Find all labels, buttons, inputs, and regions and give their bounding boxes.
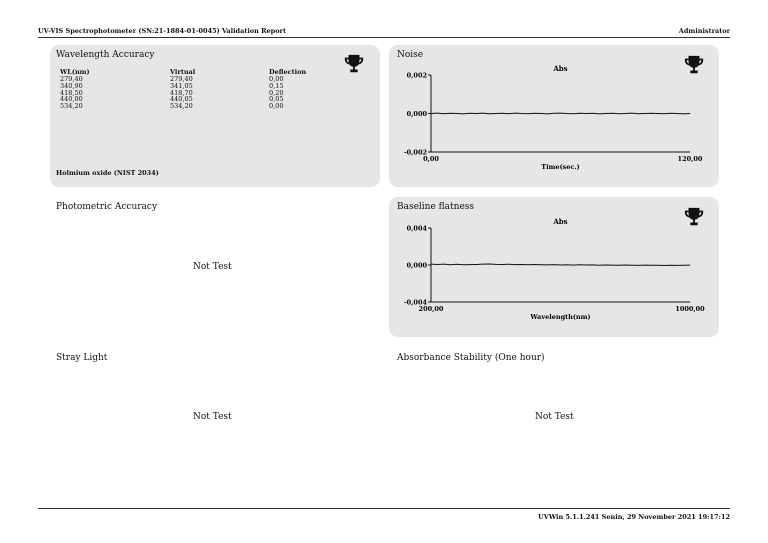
baseline-x-tick-label: 200,00 — [418, 305, 444, 313]
noise-title: Noise — [397, 50, 424, 60]
baseline-flatness-title: Baseline flatness — [397, 202, 475, 212]
cell-deflection: 0,00 — [269, 102, 284, 111]
header-divider — [38, 37, 730, 38]
baseline-x-tick-label: 1000,00 — [675, 305, 705, 313]
baseline-x-axis-label: Wavelength(nm) — [530, 313, 591, 321]
table-row — [60, 103, 329, 110]
table-row — [60, 90, 329, 97]
table-row — [60, 76, 329, 83]
noise-series-line — [431, 113, 690, 114]
col-header-wl: WL(nm) — [60, 68, 90, 76]
wavelength-table — [60, 68, 329, 110]
stray-light-status: Not Test — [193, 412, 232, 422]
baseline-y-tick-label: -0,004 — [403, 298, 427, 307]
footer-info: UVWin 5.1.1.241 Senin, 29 November 2021 19:17:12 — [538, 513, 730, 521]
cell-virtual: 418,70 — [170, 88, 193, 97]
baseline-y-tick-label: 0,000 — [406, 261, 427, 270]
table-header-row — [60, 68, 329, 76]
cell-wl: 418,50 — [60, 88, 83, 97]
reference-standard-note: Holmium oxide (NIST 2034) — [56, 169, 159, 177]
baseline-chart — [389, 197, 719, 337]
noise-chart — [389, 45, 719, 187]
photometric-accuracy-status: Not Test — [193, 262, 232, 272]
wavelength-accuracy-title: Wavelength Accuracy — [56, 50, 155, 60]
col-header-virtual: Virtual — [170, 68, 196, 76]
cell-virtual: 440,05 — [170, 95, 193, 104]
cell-wl: 440,00 — [60, 95, 83, 104]
report-title: UV-VIS Spectrophotometer (SN:21-1884-01-0045) Validation Report — [38, 27, 286, 35]
noise-y-tick-label: 0,002 — [406, 71, 427, 80]
baseline-flatness-panel — [389, 197, 719, 337]
baseline-chart-title: Abs — [553, 217, 568, 226]
noise-chart-title: Abs — [553, 64, 568, 73]
noise-x-axis-label: Time(sec.) — [541, 163, 580, 171]
trophy-icon — [343, 53, 365, 75]
cell-deflection: 0,05 — [269, 95, 284, 104]
cell-virtual: 341,05 — [170, 81, 193, 90]
absorbance-stability-status: Not Test — [535, 412, 574, 422]
cell-wl: 534,20 — [60, 102, 83, 111]
cell-deflection: 0,00 — [269, 75, 284, 83]
wavelength-accuracy-panel — [50, 45, 380, 187]
table-row — [60, 83, 329, 90]
cell-virtual: 279,40 — [170, 75, 193, 83]
cell-deflection: 0,15 — [269, 81, 284, 90]
noise-x-tick-label: 0,00 — [423, 155, 439, 163]
cell-deflection: 0,20 — [269, 88, 284, 97]
baseline-series-line — [431, 264, 690, 265]
footer-divider — [38, 508, 730, 509]
noise-y-tick-label: -0,002 — [403, 148, 427, 157]
cell-virtual: 534,20 — [170, 102, 193, 111]
user-name: Administrator — [678, 27, 730, 35]
noise-x-tick-label: 120,00 — [677, 155, 703, 163]
noise-panel — [389, 45, 719, 187]
col-header-deflection: Deflection — [269, 68, 307, 76]
cell-wl: 279,40 — [60, 75, 83, 83]
table-row — [60, 96, 329, 103]
cell-wl: 340,90 — [60, 81, 83, 90]
noise-y-tick-label: 0,000 — [406, 110, 427, 118]
photometric-accuracy-title: Photometric Accuracy — [56, 202, 158, 212]
absorbance-stability-title: Absorbance Stability (One hour) — [397, 353, 545, 363]
stray-light-title: Stray Light — [56, 353, 108, 363]
baseline-y-tick-label: 0,004 — [406, 224, 427, 233]
